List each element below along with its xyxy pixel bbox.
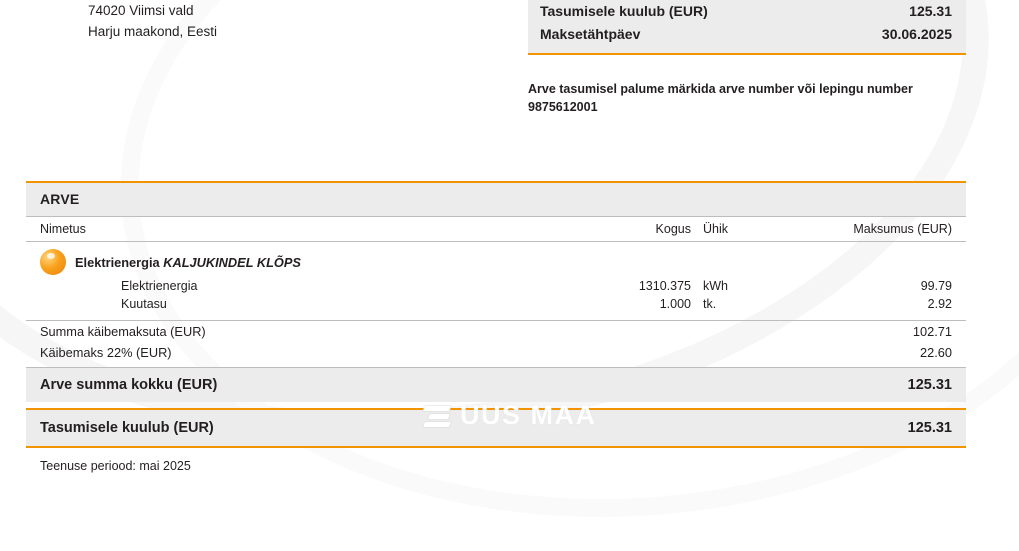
total-net-label: Summa käibemaksuta (EUR) (40, 324, 206, 339)
invoice-table (26, 181, 966, 473)
table-row (26, 295, 966, 313)
line-sum: 2.92 (927, 297, 952, 311)
amount-due-label: Tasumisele kuulub (EUR) (540, 3, 708, 19)
amount-due-total-value: 125.31 (907, 420, 952, 436)
due-date-value: 30.06.2025 (881, 26, 952, 42)
due-date-label: Maksetähtpäev (540, 26, 641, 42)
due-date-row (540, 23, 952, 46)
address-line-1: 74020 Viimsi vald (88, 3, 194, 18)
amount-due-value: 125.31 (909, 3, 952, 19)
grand-total-value: 125.31 (907, 377, 952, 393)
column-header-qty: Kogus (655, 222, 691, 236)
invoice-amount-due (26, 408, 966, 448)
column-header-unit: Ühik (703, 222, 729, 236)
product-group-header (26, 242, 966, 277)
table-row (26, 277, 966, 295)
line-name: Elektrienergia (121, 279, 198, 293)
payment-reference-note: Arve tasumisel palume märkida arve number või lepingu number 9875612001 (528, 82, 913, 114)
line-unit: kWh (703, 279, 728, 293)
line-unit: tk. (703, 297, 717, 311)
total-net-value: 102.71 (912, 324, 952, 339)
lightbulb-icon (40, 249, 66, 275)
recipient-address (88, 0, 217, 42)
line-qty: 1.000 (659, 297, 691, 311)
product-name: Elektrienergia (75, 254, 160, 270)
total-row-net (26, 321, 966, 342)
column-header-name: Nimetus (40, 222, 86, 236)
amount-due-row (540, 0, 952, 23)
invoice-section-title: ARVE (26, 181, 966, 216)
invoice-column-headers (26, 216, 966, 242)
invoice-grand-total (26, 367, 966, 402)
total-vat-value: 22.60 (919, 345, 952, 360)
grand-total-label: Arve summa kokku (EUR) (40, 377, 218, 393)
uus-maa-logo-text: UUS MAA (460, 400, 597, 430)
line-sum: 99.79 (920, 279, 952, 293)
line-name: Kuutasu (121, 297, 167, 311)
service-period: Teenuse periood: mai 2025 (40, 459, 191, 473)
column-header-sum: Maksumus (EUR) (853, 222, 952, 236)
address-line-2: Harju maakond, Eesti (88, 24, 218, 39)
total-vat-label: Käibemaks 22% (EUR) (40, 345, 172, 360)
product-plan: KALJUKINDEL KLÕPS (163, 254, 301, 270)
amount-due-total-label: Tasumisele kuulub (EUR) (40, 420, 214, 436)
line-qty: 1310.375 (638, 279, 691, 293)
product-group-title (75, 255, 301, 270)
total-row-vat (26, 342, 966, 363)
payment-summary-box (528, 0, 966, 55)
